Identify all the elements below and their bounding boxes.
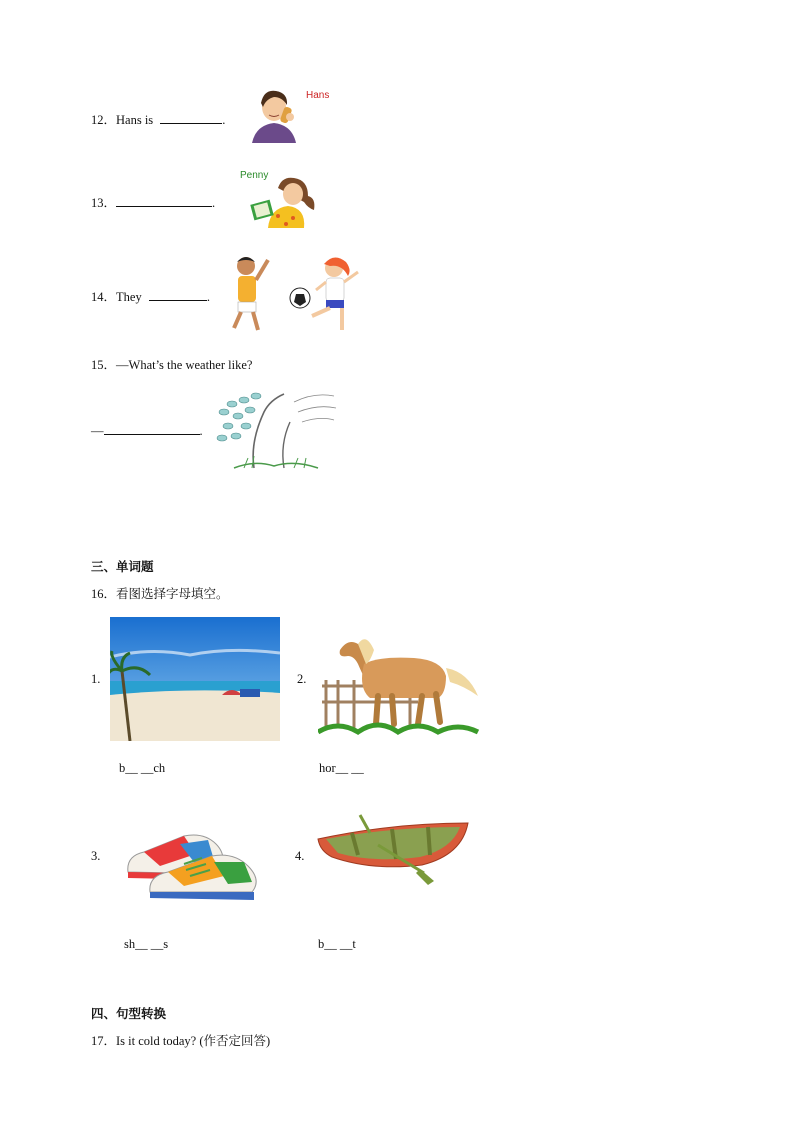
question-14: 14．They . [91,290,210,304]
shoes-picture [124,826,268,904]
question-number: 16． [91,587,117,601]
question-number: 12． [91,113,117,127]
picture-label-penny: Penny [240,170,269,181]
horse-picture [318,620,486,738]
question-text: Hans is [116,113,154,127]
penny-reading-picture [238,168,320,234]
question-12: 12．Hans is . [91,113,226,127]
question-16 [91,584,229,602]
item-3-word: sh__ __s [124,937,169,951]
answer-blank[interactable] [116,196,212,207]
item-4-number: 4. [295,849,305,863]
children-playing-football-picture [224,250,364,338]
question-15 [91,355,252,373]
beach-picture [110,617,280,741]
question-17 [91,1031,270,1049]
item-4-word: b__ __t [318,937,356,951]
item-3-number: 3. [91,849,101,863]
answer-blank[interactable] [104,424,200,435]
section-4-title: 四、句型转换 [91,1006,167,1021]
item-1-word: b__ __ch [119,761,166,775]
question-13: 13． . [91,196,216,210]
question-number: 13． [91,196,117,210]
answer-blank[interactable] [160,113,222,124]
item-2-number: 2. [297,672,307,686]
section-3-title: 三、单词题 [91,559,154,574]
question-number: 15． [91,358,117,372]
question-text: Is it cold today? (作否定回答) [116,1034,271,1048]
question-number: 17． [91,1034,117,1048]
hans-phone-picture [244,85,334,145]
picture-label-hans: Hans [306,90,330,101]
item-1-number: 1. [91,672,101,686]
windy-weather-picture [214,382,338,472]
question-instruction: 看图选择字母填空。 [116,586,229,601]
question-number: 14． [91,290,117,304]
answer-blank[interactable] [149,290,207,301]
question-text: —What’s the weather like? [116,358,253,372]
boat-picture [312,793,480,917]
item-2-word: hor__ __ [319,761,364,775]
question-15-answer: — . [91,424,203,438]
question-text: They [116,290,142,304]
